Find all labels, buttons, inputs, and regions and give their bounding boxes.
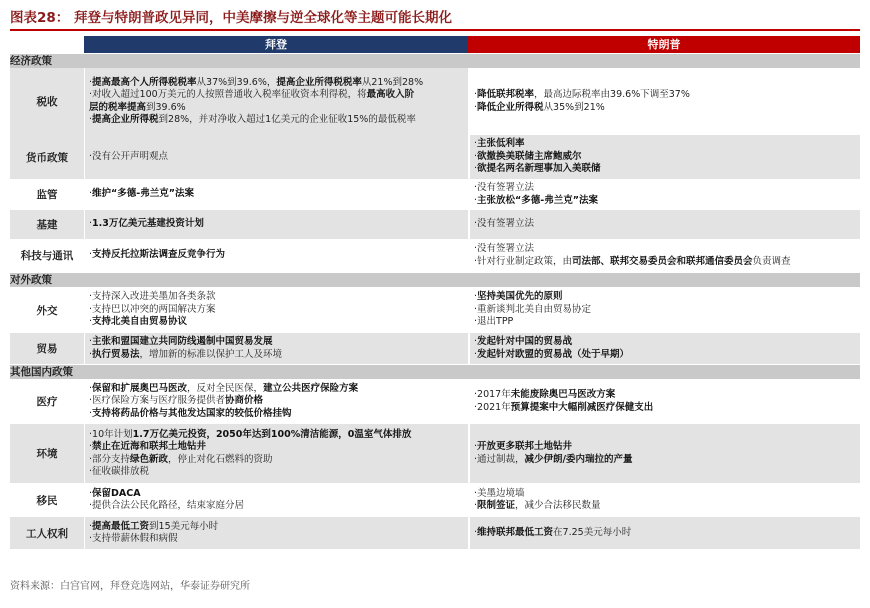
policy-text: · — [474, 89, 478, 100]
trump-cell — [468, 179, 860, 210]
policy-line — [474, 256, 860, 269]
policy-text: ·没有公开声明观点 — [89, 150, 169, 162]
policy-text: · — [89, 348, 93, 360]
policy-text: · — [89, 316, 93, 328]
row-infra — [10, 210, 860, 239]
biden-cell — [84, 68, 468, 135]
policy-line — [89, 383, 468, 396]
policy-line — [474, 527, 860, 540]
policy-line — [474, 316, 860, 329]
biden-cell — [84, 239, 468, 272]
policy-text: ·没有签署立法 — [474, 182, 535, 193]
policy-text: ·支持深入改进美墨加各类条款 — [89, 291, 216, 303]
policy-text: ·对收入超过100万美元的人按照普通收入税率征收资本利得税，将 — [89, 89, 367, 100]
policy-line — [89, 304, 468, 317]
policy-text: · — [474, 500, 478, 511]
policy-text: 最高收入阶 — [366, 89, 415, 100]
trump-cell — [468, 517, 860, 549]
row-env — [10, 424, 860, 483]
biden-cell — [84, 135, 468, 179]
policy-line — [474, 291, 860, 304]
policy-text: · — [89, 382, 93, 394]
header-trump: 特朗普 — [468, 36, 860, 53]
policy-text: · — [89, 114, 93, 125]
trump-cell — [468, 239, 860, 272]
row-tech — [10, 239, 860, 272]
policy-text: 发起针对中国的贸易战 — [477, 336, 573, 347]
policy-text: ·退出TPP — [474, 316, 514, 328]
policy-line — [89, 336, 468, 349]
policy-text: 负责调查 — [752, 255, 791, 267]
policy-text: 降低联邦税率 — [477, 89, 535, 100]
row-immigration — [10, 483, 860, 517]
policy-text: ·没有签署立法 — [474, 218, 535, 230]
biden-cell — [84, 287, 468, 333]
policy-line — [89, 500, 468, 513]
policy-text: ·通过制裁， — [474, 453, 525, 465]
policy-line — [474, 218, 860, 231]
policy-text: 支持反托拉斯法调查反竞争行为 — [92, 249, 226, 261]
policy-line — [89, 316, 468, 329]
row-labor — [10, 517, 860, 549]
policy-text: 建立公共医疗保险方案 — [263, 382, 359, 394]
policy-line — [89, 429, 468, 442]
policy-text: · — [474, 336, 478, 347]
table-header — [10, 36, 860, 53]
policy-text: ·没有签署立法 — [474, 243, 535, 254]
policy-text: 降低企业所得税 — [477, 101, 544, 113]
trump-cell — [468, 287, 860, 333]
policy-text: 从37%到39.6%， — [196, 76, 277, 88]
policy-line — [474, 243, 860, 256]
row-label: 基建 — [36, 219, 58, 231]
policy-text: 开放更多联邦土地钻井 — [477, 441, 573, 452]
figure-title: 图表28： 拜登与特朗普政见异同，中美摩擦与逆全球化等主题可能长期化 — [10, 5, 860, 31]
row-monetary — [10, 135, 860, 179]
policy-text: 到15美元每小时 — [149, 520, 219, 532]
policy-text: · — [474, 194, 478, 206]
policy-text: 支持北美自由贸易协议 — [92, 316, 188, 328]
trump-cell — [468, 379, 860, 424]
policy-text: 限制签证 — [477, 500, 516, 511]
policy-text: 提高企业所得税 — [92, 114, 159, 125]
policy-text: 主张放松“多德-弗兰克”法案 — [477, 194, 598, 206]
policy-line — [89, 488, 468, 501]
policy-line — [89, 441, 468, 454]
policy-text: · — [89, 218, 93, 230]
policy-text: 从21%到28% — [361, 76, 424, 88]
policy-text: 欲提名两名新理事加入美联储 — [477, 163, 601, 175]
row-tax — [10, 68, 860, 135]
section-foreign: 对外政策 — [10, 272, 860, 287]
policy-text: 层的税率提高 — [89, 101, 147, 113]
policy-text: 禁止在近海和联邦土地钻井 — [92, 441, 207, 452]
row-label: 税收 — [36, 96, 58, 108]
policy-text: ·支持带薪休假和病假 — [89, 533, 178, 544]
policy-line — [474, 402, 860, 415]
policy-text: · — [474, 163, 478, 175]
trump-cell — [468, 135, 860, 179]
policy-text: · — [474, 526, 478, 538]
policy-text: ·美墨边境墙 — [474, 487, 525, 499]
policy-line — [474, 304, 860, 317]
policy-text: · — [89, 249, 93, 261]
policy-text: 维护“多德-弗兰克”法案 — [92, 188, 194, 200]
policy-text: · — [89, 76, 93, 88]
policy-text: 在7.25美元每小时 — [553, 526, 632, 538]
policy-line — [474, 163, 860, 176]
policy-line — [474, 349, 860, 362]
row-label: 外交 — [36, 304, 58, 317]
policy-line — [89, 349, 468, 362]
row-label: 工人权利 — [26, 527, 68, 540]
policy-line — [474, 151, 860, 164]
policy-text: 未能废除奥巴马医改方案 — [510, 389, 616, 400]
row-label: 货币政策 — [26, 151, 68, 164]
policy-line — [89, 188, 468, 201]
policy-line — [89, 521, 468, 534]
policy-text: 支持将药品价格与其他发达国家的较低价格挂钩 — [92, 407, 292, 419]
row-label: 医疗 — [36, 396, 58, 408]
row-diplomacy — [10, 287, 860, 333]
policy-text: · — [474, 291, 478, 303]
policy-text: 坚持美国优先的原则 — [477, 291, 563, 303]
policy-text: · — [89, 336, 93, 347]
policy-text: 提高最低工资 — [92, 520, 150, 532]
policy-text: 减少伊朗/委内瑞拉的产量 — [524, 453, 633, 465]
row-label: 移民 — [36, 494, 58, 507]
policy-line — [474, 102, 860, 115]
trump-cell — [468, 210, 860, 239]
row-label: 科技与通讯 — [20, 250, 74, 262]
policy-text: 协商价格 — [225, 395, 264, 407]
policy-text: 1.3万亿美元基建投资计划 — [92, 218, 204, 230]
policy-line — [89, 291, 468, 304]
policy-text: 维持联邦最低工资 — [477, 526, 554, 538]
policy-line — [89, 454, 468, 467]
policy-text: ，反对全民医保， — [187, 382, 264, 394]
section-economic: 经济政策 — [10, 53, 860, 68]
policy-text: · — [474, 441, 478, 452]
policy-text: ，最高边际税率由39.6%下调至37% — [534, 89, 690, 100]
row-health — [10, 379, 860, 424]
trump-cell — [468, 333, 860, 364]
policy-line — [89, 408, 468, 421]
header-biden: 拜登 — [84, 36, 468, 53]
policy-line — [89, 77, 468, 90]
policy-line — [474, 336, 860, 349]
policy-text: 司法部、联邦交易委员会和联邦通信委员会 — [572, 255, 753, 267]
policy-text: ·2021年 — [474, 401, 511, 413]
policy-line — [474, 389, 860, 402]
policy-line — [89, 249, 468, 262]
policy-text: · — [89, 441, 93, 452]
policy-text: · — [89, 520, 93, 532]
policy-text: 提高企业所得税税率 — [276, 76, 362, 88]
policy-line — [89, 395, 468, 408]
policy-text: · — [89, 487, 93, 499]
policy-line — [89, 151, 468, 164]
policy-text: 欲撤换美联储主席鲍威尔 — [477, 150, 582, 162]
biden-cell — [84, 179, 468, 210]
policy-line — [474, 182, 860, 195]
policy-text: 到39.6% — [146, 101, 186, 113]
biden-cell — [84, 210, 468, 239]
policy-comparison-table — [10, 36, 860, 549]
row-label: 监管 — [36, 189, 58, 201]
policy-text: · — [474, 138, 478, 150]
policy-text: 提高最高个人所得税税率 — [92, 76, 197, 88]
policy-line — [474, 441, 860, 454]
policy-text: 发起针对欧盟的贸易战（处于早期） — [477, 348, 630, 360]
policy-text: ，停止对化石燃料的资助 — [168, 453, 273, 465]
header-blank — [10, 36, 84, 53]
policy-text: · — [89, 407, 93, 419]
row-trade — [10, 333, 860, 364]
row-label: 环境 — [36, 448, 58, 460]
section-domestic: 其他国内政策 — [10, 364, 860, 379]
policy-text: ·支持巴以冲突的两国解决方案 — [89, 303, 216, 315]
policy-text: 保留和扩展奥巴马医改 — [92, 382, 188, 394]
policy-text: · — [474, 348, 478, 360]
trump-cell — [468, 68, 860, 135]
policy-text: 到28%，并对净收入超过1亿美元的企业征收15%的最低税率 — [158, 114, 416, 125]
biden-cell — [84, 333, 468, 364]
source-note: 资料来源：白宫官网，拜登竞选网站，华泰证券研究所 — [10, 581, 250, 592]
policy-line — [89, 102, 468, 115]
trump-cell — [468, 424, 860, 483]
policy-text: ，增加新的标准以保护工人及环境 — [139, 348, 283, 360]
policy-text: ·2017年 — [474, 389, 511, 400]
policy-text: 保留DACA — [92, 487, 141, 499]
biden-cell — [84, 517, 468, 549]
policy-text: 执行贸易法 — [92, 348, 140, 360]
policy-text: ·提供合法公民化路径，结束家庭分居 — [89, 500, 245, 511]
policy-line — [89, 114, 468, 127]
policy-line — [474, 195, 860, 208]
policy-text: ·针对行业制定政策，由 — [474, 255, 573, 267]
biden-cell — [84, 483, 468, 517]
policy-line — [474, 488, 860, 501]
policy-text: ·医疗保险方案与医疗服务提供者 — [89, 395, 226, 407]
policy-text: ·10年计划 — [89, 428, 133, 440]
policy-text: · — [89, 188, 93, 200]
row-regulation — [10, 179, 860, 210]
policy-text: 1.7万亿美元投资，2050年达到100%清洁能源，0温室气体排放 — [132, 428, 412, 440]
policy-line — [89, 89, 468, 102]
policy-text: 绿色新政 — [130, 453, 169, 465]
row-label: 贸易 — [36, 343, 58, 355]
policy-line — [89, 533, 468, 546]
policy-line — [89, 466, 468, 479]
policy-text: 主张和盟国建立共同防线遏制中国贸易发展 — [92, 336, 273, 347]
policy-line — [474, 454, 860, 467]
biden-cell — [84, 379, 468, 424]
policy-text: ·部分支持 — [89, 453, 131, 465]
policy-text: 从35%到21% — [543, 101, 605, 113]
policy-text: 预算提案中大幅削减医疗保健支出 — [510, 401, 654, 413]
policy-text: ·征收碳排放税 — [89, 466, 150, 477]
policy-text: ，减少合法移民数量 — [515, 500, 601, 511]
trump-cell — [468, 483, 860, 517]
policy-line — [474, 138, 860, 151]
policy-line — [474, 500, 860, 513]
biden-cell — [84, 424, 468, 483]
policy-line — [89, 218, 468, 231]
policy-text: · — [474, 101, 478, 113]
policy-line — [474, 89, 860, 102]
policy-text: ·重新谈判北美自由贸易协定 — [474, 303, 592, 315]
policy-text: 主张低利率 — [477, 138, 525, 150]
policy-text: · — [474, 150, 478, 162]
